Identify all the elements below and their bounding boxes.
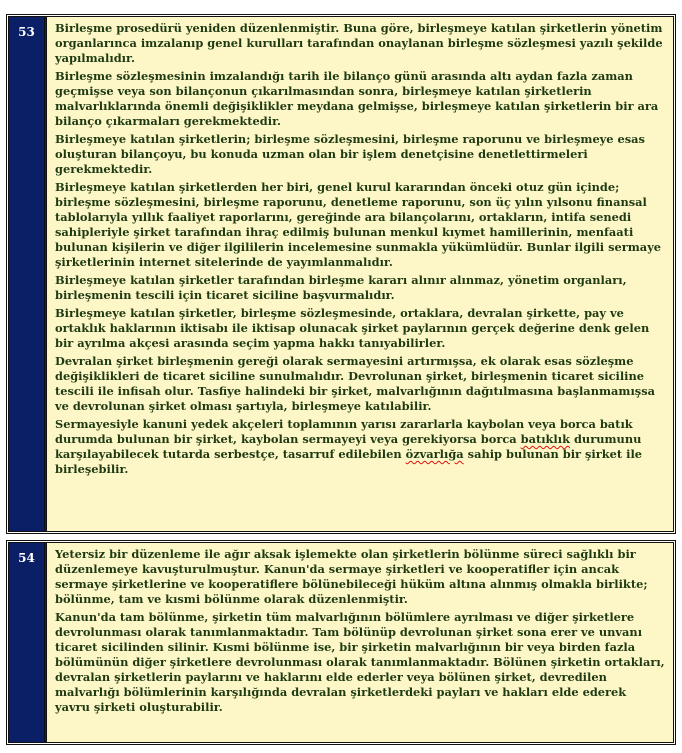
paragraph: Kanun'da tam bölünme, şirketin tüm malvarlığının bölümlere ayrılması ve diğer şirketlere devrolunması olarak tanımlanmaktadır. Tam bölünüp devrolunan şirket sona erer ve unvanı ticaret sicilinden silinir. Kısmi bölünme ise, bir şirketin malvarlığının bir veya birden fazla bölümünün diğer şirketlere devrolunması olarak tanımlanmaktadır. Bölünen şirketin ortakları, devralan şirketlerin paylarını ve haklarını elde ederler veya bölünen şirket, devredilen malvarlığı bölümlerinin karşılığında devralan şirketlerdeki payları ve hakları elde ederek yavru şirketi oluşturabilir.	[55, 610, 665, 714]
text-segment: Sermayesiyle kanuni yedek akçeleri toplamının yarısı zararlarla kaybolan veya borca batık durumda bulunan bir şirket, kaybolan sermayeyi veya gerekiyorsa borca	[55, 417, 633, 446]
spellcheck-flagged-word[interactable]: batıklık	[520, 432, 570, 446]
paragraph: Birleşmeye katılan şirketlerin; birleşme sözleşmesini, birleşme raporunu ve birleşmeye esas oluşturan bilançoyu, bu konuda uzman olan bir işlem denetçisine denetlettirmeleri gerekmektedir.	[55, 132, 645, 176]
paragraph: Devralan şirket birleşmenin gereği olarak sermayesini artırmışsa, ek olarak esas sözleşme değişiklikleri de ticaret siciline sunulmalıdır. Devrolunan şirket, birleşmenin ticaret siciline tescili ile infisah olur. Tasfiye halindeki bir şirket, malvarlığının dağıtılmasına başlanmamışsa ve devrolunan şirket olması şartıyla, birleşmeye katılabilir.	[55, 354, 655, 413]
text-segment: sahip bulunan bir şirket ile birleşebilir.	[55, 447, 643, 476]
spellcheck-flagged-word[interactable]: özvarlığa	[405, 447, 464, 461]
paragraph	[55, 417, 665, 477]
entry-number: 54	[9, 543, 47, 742]
entry-number: 53	[9, 17, 47, 531]
paragraph: Yetersiz bir düzenleme ile ağır aksak işlemekte olan şirketlerin bölünme süreci sağlıklı bir düzenlemeye kavuşturulmuştur. Kanun'da sermaye şirketleri ve kooperatifler için ancak sermaye şirketlerine ve kooperatiflere bölünebileceği hüküm altına alınmış olmakla birlikte; bölünme, tam ve kısmi bölünme olarak düzenlenmiştir.	[55, 547, 648, 606]
paragraph: Birleşme sözleşmesinin imzalandığı tarih ile bilanço günü arasında altı aydan fazla zaman geçmişse veya son bilançonun çıkarılmasından sonra, birleşmeye katılan şirketlerin malvarlıklarında önemli değişiklikler meydana gelmişse, birleşmeye katılan şirketlerin bir ara bilanço çıkarmaları gerekmektedir.	[55, 69, 659, 128]
entry-text	[47, 17, 673, 531]
entry-53	[6, 14, 676, 534]
paragraph: Birleşme prosedürü yeniden düzenlenmiştir. Buna göre, birleşmeye katılan şirketlerin yönetim organlarınca imzalanıp genel kurulları tarafından onaylanan birleşme sözleşmesi yazılı şekilde yapılmalıdır.	[55, 21, 663, 65]
paragraph: Birleşmeye katılan şirketlerden her biri, genel kurul kararından önceki otuz gün içinde; birleşme sözleşmesini, birleşme raporunu, denetleme raporunu, son üç yılın yılsonu finansal tablolarıyla yıllık faaliyet raporlarını, gereğinde ara bilançolarını, ortakların, intifa senedi sahipleriyle şirket tarafından ihraç edilmiş bulunan menkul kıymet hamillerinin, menfaati bulunan kişilerin ve diğer ilgililerin incelemesine sunmakla yükümlüdür. Bunlar ilgili sermaye şirketlerinin internet sitelerinde de yayımlanmalıdır.	[55, 180, 662, 269]
text-segment: durumunu karşılayabilecek tutarda serbestçe, tasarruf edilebilen	[55, 432, 642, 461]
entry-54	[6, 540, 676, 745]
paragraph: Birleşmeye katılan şirketler, birleşme sözleşmesinde, ortaklara, devralan şirkette, pay ve ortaklık haklarının iktisabı ile iktisap olunacak şirket paylarının gerçek değerine denk gelen bir ayrılma akçesi arasında seçim yapma hakkı tanıyabilirler.	[55, 306, 650, 350]
paragraph: Birleşmeye katılan şirketler tarafından birleşme kararı alınır alınmaz, yönetim organları, birleşmenin tescili için ticaret siciline başvurmalıdır.	[55, 273, 627, 302]
entry-text	[47, 543, 673, 742]
